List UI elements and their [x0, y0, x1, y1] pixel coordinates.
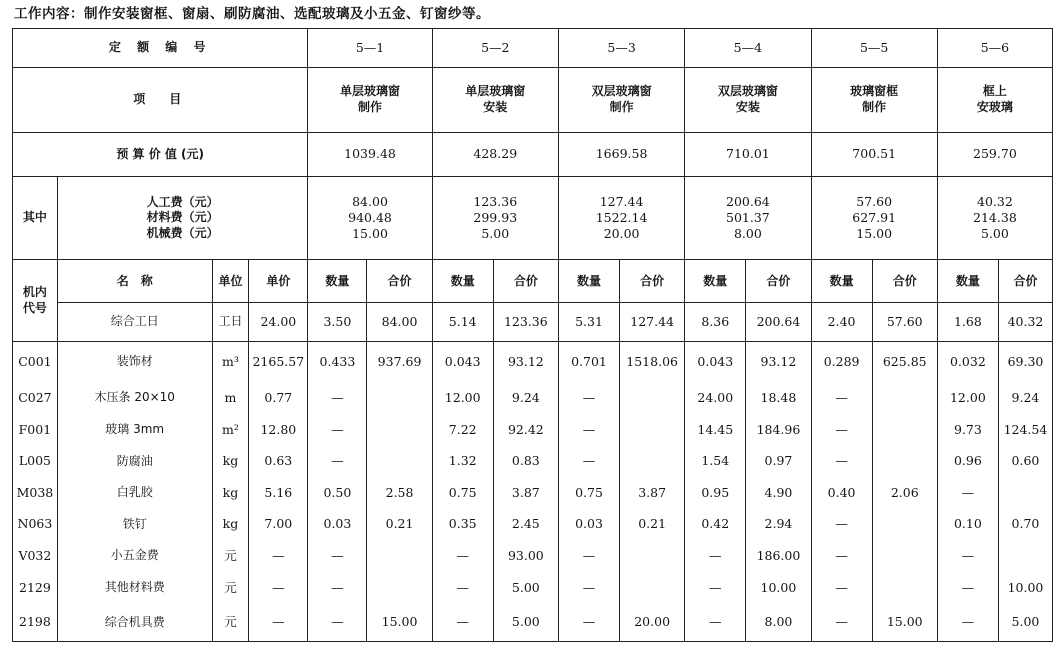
total-column-header: 合价: [998, 260, 1052, 303]
quantity-cell: 0.40: [811, 477, 872, 509]
among-row: [13, 176, 1053, 260]
quantity-cell: —: [811, 509, 872, 541]
quantity-cell: —: [811, 414, 872, 446]
material-unit-price: 5.16: [249, 477, 308, 509]
item-name-name-line2: 安装: [483, 99, 508, 114]
total-cell: [998, 477, 1052, 509]
total-cell: [872, 540, 937, 572]
quantity-cell: 0.95: [685, 477, 746, 509]
total-cell: 5.00: [998, 604, 1052, 642]
item-price: 1039.48: [308, 133, 432, 177]
item-price: 700.51: [811, 133, 937, 177]
quantity-column-header: 数量: [685, 260, 746, 303]
quantity-cell: —: [937, 540, 998, 572]
quantity-cell: —: [308, 414, 367, 446]
total-cell: [620, 414, 685, 446]
item-name-name-line1: 单层玻璃窗: [465, 84, 526, 99]
labor-quantity: 1.68: [937, 303, 998, 342]
quantity-column-header: 数量: [432, 260, 493, 303]
material-code: N063: [13, 509, 58, 541]
material-code: 2198: [13, 604, 58, 642]
machine-cost-label: 机械费（元）: [146, 225, 219, 240]
material-unit: kg: [212, 477, 249, 509]
total-cell: [872, 381, 937, 414]
labor-total: 84.00: [367, 303, 432, 342]
total-cell: 8.00: [746, 604, 811, 642]
item-code: 5—2: [432, 29, 558, 68]
quantity-cell: 0.289: [811, 342, 872, 382]
item-cost-breakdown: [558, 176, 684, 260]
material-code: C001: [13, 342, 58, 382]
quantity-cell: 24.00: [685, 381, 746, 414]
total-cell: 2.58: [367, 477, 432, 509]
item-name-name-line1: 玻璃窗框: [850, 84, 899, 99]
material-unit: m: [212, 381, 249, 414]
quantity-cell: —: [558, 414, 619, 446]
material-code: C027: [13, 381, 58, 414]
quantity-cell: —: [685, 604, 746, 642]
material-unit-price: —: [249, 540, 308, 572]
item-code: 5—4: [685, 29, 811, 68]
quantity-cell: 0.03: [308, 509, 367, 541]
item-code: 5—5: [811, 29, 937, 68]
labor-quantity: 3.50: [308, 303, 367, 342]
total-cell: [367, 446, 432, 478]
quantity-cell: —: [308, 572, 367, 604]
material-unit: m³: [212, 342, 249, 382]
quantity-cell: —: [558, 540, 619, 572]
labor-quantity: 8.36: [685, 303, 746, 342]
code-column-header-line2: 代号: [22, 300, 47, 315]
total-cell: 2.45: [493, 509, 558, 541]
item-labor-cost: 84.00: [352, 193, 388, 209]
quantity-cell: 0.35: [432, 509, 493, 541]
quantity-cell: —: [308, 540, 367, 572]
item-labor-cost: 123.36: [473, 193, 518, 209]
material-name: 其他材料费: [57, 572, 212, 604]
total-cell: 4.90: [746, 477, 811, 509]
labor-total: 40.32: [998, 303, 1052, 342]
item-material-cost: 501.37: [726, 210, 770, 226]
total-cell: 0.21: [367, 509, 432, 541]
item-price: 1669.58: [558, 133, 684, 177]
total-cell: 625.85: [872, 342, 937, 382]
total-cell: 0.21: [620, 509, 685, 541]
labor-name: 综合工日: [57, 303, 212, 342]
table-row: [13, 604, 1053, 642]
code-column-header-line1: 机内: [22, 285, 47, 300]
quantity-cell: —: [811, 540, 872, 572]
material-unit: kg: [212, 446, 249, 478]
quantity-cell: —: [685, 572, 746, 604]
quantity-cell: 0.701: [558, 342, 619, 382]
total-cell: 92.42: [493, 414, 558, 446]
code-label: 定 额 编 号: [13, 29, 308, 68]
item-machine-cost: 8.00: [733, 226, 762, 242]
total-cell: 0.70: [998, 509, 1052, 541]
item-name: [811, 67, 937, 132]
total-cell: 0.60: [998, 446, 1052, 478]
item-material-cost: 940.48: [348, 210, 392, 226]
total-cell: [367, 381, 432, 414]
quantity-cell: —: [811, 446, 872, 478]
total-cell: [620, 572, 685, 604]
material-name: 玻璃 3mm: [57, 414, 212, 446]
material-unit-price: 0.77: [249, 381, 308, 414]
quantity-cell: 7.22: [432, 414, 493, 446]
table-row: [13, 477, 1053, 509]
table-row: [13, 446, 1053, 478]
quantity-cell: —: [432, 540, 493, 572]
item-labor-cost: 200.64: [726, 193, 770, 209]
item-name: [432, 67, 558, 132]
material-code: L005: [13, 446, 58, 478]
total-cell: 10.00: [746, 572, 811, 604]
total-cell: 0.83: [493, 446, 558, 478]
total-cell: 2.94: [746, 509, 811, 541]
quantity-cell: 12.00: [937, 381, 998, 414]
item-code: 5—6: [937, 29, 1052, 68]
total-cell: 1518.06: [620, 342, 685, 382]
quantity-cell: —: [308, 604, 367, 642]
item-name: [308, 67, 432, 132]
labor-quantity: 5.31: [558, 303, 619, 342]
material-cost-label: 材料费（元）: [146, 210, 219, 225]
item-name-name-line1: 框上: [982, 84, 1007, 99]
labor-quantity: 2.40: [811, 303, 872, 342]
quantity-cell: —: [432, 604, 493, 642]
total-cell: [872, 509, 937, 541]
item-row: [13, 67, 1053, 132]
item-cost-breakdown: [937, 176, 1052, 260]
quantity-cell: —: [811, 572, 872, 604]
quantity-cell: —: [811, 381, 872, 414]
table-row: [13, 414, 1053, 446]
quantity-cell: —: [308, 381, 367, 414]
item-name-name-line2: 制作: [609, 99, 634, 114]
total-cell: 69.30: [998, 342, 1052, 382]
table-row: [13, 540, 1053, 572]
total-column-header: 合价: [746, 260, 811, 303]
material-name: 铁钉: [57, 509, 212, 541]
quantity-cell: 14.45: [685, 414, 746, 446]
quantity-cell: —: [558, 572, 619, 604]
quota-table: [12, 28, 1053, 642]
item-name-name-line2: 安装: [735, 99, 760, 114]
total-cell: 93.00: [493, 540, 558, 572]
labor-row: [13, 303, 1053, 342]
quantity-column-header: 数量: [308, 260, 367, 303]
quantity-cell: —: [558, 604, 619, 642]
quantity-cell: 12.00: [432, 381, 493, 414]
total-cell: [998, 540, 1052, 572]
total-cell: 5.00: [493, 572, 558, 604]
item-name-name-line1: 双层玻璃窗: [717, 84, 778, 99]
quantity-cell: —: [937, 477, 998, 509]
material-unit-price: 7.00: [249, 509, 308, 541]
quantity-cell: 0.032: [937, 342, 998, 382]
quantity-cell: 0.75: [432, 477, 493, 509]
labor-total: 127.44: [620, 303, 685, 342]
total-cell: [872, 446, 937, 478]
work-content-intro: 工作内容：制作安装窗框、窗扇、刷防腐油、选配玻璃及小五金、钉窗纱等。: [14, 6, 490, 22]
unit-column-header: 单位: [212, 260, 249, 303]
total-cell: 2.06: [872, 477, 937, 509]
total-cell: 186.00: [746, 540, 811, 572]
total-cell: 3.87: [493, 477, 558, 509]
material-name: 小五金费: [57, 540, 212, 572]
column-header-row: [13, 260, 1053, 303]
material-unit-price: —: [249, 604, 308, 642]
material-code: 2129: [13, 572, 58, 604]
material-name: 白乳胶: [57, 477, 212, 509]
quantity-cell: 0.96: [937, 446, 998, 478]
material-unit: kg: [212, 509, 249, 541]
quantity-cell: 0.42: [685, 509, 746, 541]
total-cell: 9.24: [998, 381, 1052, 414]
quantity-cell: 0.043: [685, 342, 746, 382]
material-unit: 元: [212, 604, 249, 642]
quantity-cell: 0.50: [308, 477, 367, 509]
item-label: 项 目: [13, 67, 308, 132]
material-code: V032: [13, 540, 58, 572]
item-machine-cost: 20.00: [603, 226, 640, 242]
total-cell: 20.00: [620, 604, 685, 642]
material-unit: 元: [212, 540, 249, 572]
quantity-cell: —: [558, 446, 619, 478]
item-name: [558, 67, 684, 132]
total-cell: 15.00: [872, 604, 937, 642]
item-code: 5—3: [558, 29, 684, 68]
item-material-cost: 1522.14: [595, 210, 648, 226]
total-cell: 5.00: [493, 604, 558, 642]
item-name: [937, 67, 1052, 132]
quantity-cell: —: [811, 604, 872, 642]
item-machine-cost: 15.00: [856, 226, 893, 242]
labor-quantity: 5.14: [432, 303, 493, 342]
item-cost-breakdown: [685, 176, 811, 260]
total-cell: 124.54: [998, 414, 1052, 446]
quantity-cell: 1.54: [685, 446, 746, 478]
total-cell: 15.00: [367, 604, 432, 642]
item-labor-cost: 40.32: [977, 193, 1013, 209]
item-cost-breakdown: [811, 176, 937, 260]
item-price: 259.70: [937, 133, 1052, 177]
name-column-header: 名 称: [57, 260, 212, 303]
item-cost-breakdown: [432, 176, 558, 260]
code-column-header: [13, 260, 58, 342]
item-machine-cost: 5.00: [481, 226, 510, 242]
total-column-header: 合价: [493, 260, 558, 303]
total-cell: 9.24: [493, 381, 558, 414]
total-cell: 184.96: [746, 414, 811, 446]
material-name: 装饰材: [57, 342, 212, 382]
total-cell: [367, 540, 432, 572]
quantity-cell: 9.73: [937, 414, 998, 446]
item-material-cost: 214.38: [973, 210, 1017, 226]
item-labor-cost: 127.44: [599, 193, 644, 209]
quantity-column-header: 数量: [558, 260, 619, 303]
quantity-cell: —: [558, 381, 619, 414]
total-cell: 3.87: [620, 477, 685, 509]
unit-price-column-header: 单价: [249, 260, 308, 303]
item-material-cost: 299.93: [473, 210, 518, 226]
material-unit-price: 2165.57: [249, 342, 308, 382]
material-unit: 元: [212, 572, 249, 604]
labor-total: 123.36: [493, 303, 558, 342]
quantity-cell: 1.32: [432, 446, 493, 478]
table-row: [13, 572, 1053, 604]
total-column-header: 合价: [872, 260, 937, 303]
item-cost-breakdown: [308, 176, 432, 260]
table-row: [13, 509, 1053, 541]
labor-total: 200.64: [746, 303, 811, 342]
total-cell: 937.69: [367, 342, 432, 382]
quantity-cell: —: [937, 604, 998, 642]
item-labor-cost: 57.60: [856, 193, 893, 209]
code-row: [13, 29, 1053, 68]
table-row: [13, 381, 1053, 414]
table-row: [13, 342, 1053, 382]
item-name-name-line1: 单层玻璃窗: [340, 84, 401, 99]
material-code: M038: [13, 477, 58, 509]
total-cell: [872, 414, 937, 446]
quantity-cell: —: [937, 572, 998, 604]
quantity-cell: 0.433: [308, 342, 367, 382]
material-code: F001: [13, 414, 58, 446]
labor-total: 57.60: [872, 303, 937, 342]
item-price: 428.29: [432, 133, 558, 177]
among-label: 其中: [13, 176, 58, 260]
total-cell: [620, 540, 685, 572]
material-name: 木压条 20×10: [57, 381, 212, 414]
item-name-name-line2: 安玻璃: [976, 99, 1013, 114]
labor-unit-price: 24.00: [249, 303, 308, 342]
price-label: 预 算 价 值 (元): [13, 133, 308, 177]
total-cell: 0.97: [746, 446, 811, 478]
item-machine-cost: 15.00: [352, 226, 388, 242]
total-cell: [367, 414, 432, 446]
total-cell: 10.00: [998, 572, 1052, 604]
quantity-column-header: 数量: [811, 260, 872, 303]
total-column-header: 合价: [367, 260, 432, 303]
price-row: [13, 133, 1053, 177]
total-cell: [620, 381, 685, 414]
quantity-cell: —: [685, 540, 746, 572]
item-machine-cost: 5.00: [980, 226, 1009, 242]
item-name-name-line2: 制作: [358, 99, 383, 114]
quantity-cell: 0.75: [558, 477, 619, 509]
total-cell: 18.48: [746, 381, 811, 414]
quantity-cell: —: [308, 446, 367, 478]
cost-breakdown-labels: [57, 176, 308, 260]
material-name: 综合机具费: [57, 604, 212, 642]
material-unit-price: 0.63: [249, 446, 308, 478]
labor-unit: 工日: [212, 303, 249, 342]
material-unit-price: —: [249, 572, 308, 604]
quantity-cell: 0.043: [432, 342, 493, 382]
item-name: [685, 67, 811, 132]
material-name: 防腐油: [57, 446, 212, 478]
item-name-name-line2: 制作: [862, 99, 887, 114]
material-unit-price: 12.80: [249, 414, 308, 446]
total-cell: 93.12: [493, 342, 558, 382]
labor-cost-label: 人工费（元）: [146, 194, 219, 209]
total-cell: [872, 572, 937, 604]
total-cell: 93.12: [746, 342, 811, 382]
total-column-header: 合价: [620, 260, 685, 303]
item-material-cost: 627.91: [852, 210, 897, 226]
total-cell: [620, 446, 685, 478]
quantity-cell: 0.03: [558, 509, 619, 541]
quantity-cell: 0.10: [937, 509, 998, 541]
total-cell: [367, 572, 432, 604]
item-code: 5—1: [308, 29, 432, 68]
item-price: 710.01: [685, 133, 811, 177]
item-name-name-line1: 双层玻璃窗: [591, 84, 652, 99]
quantity-cell: —: [432, 572, 493, 604]
material-unit: m²: [212, 414, 249, 446]
quantity-column-header: 数量: [937, 260, 998, 303]
